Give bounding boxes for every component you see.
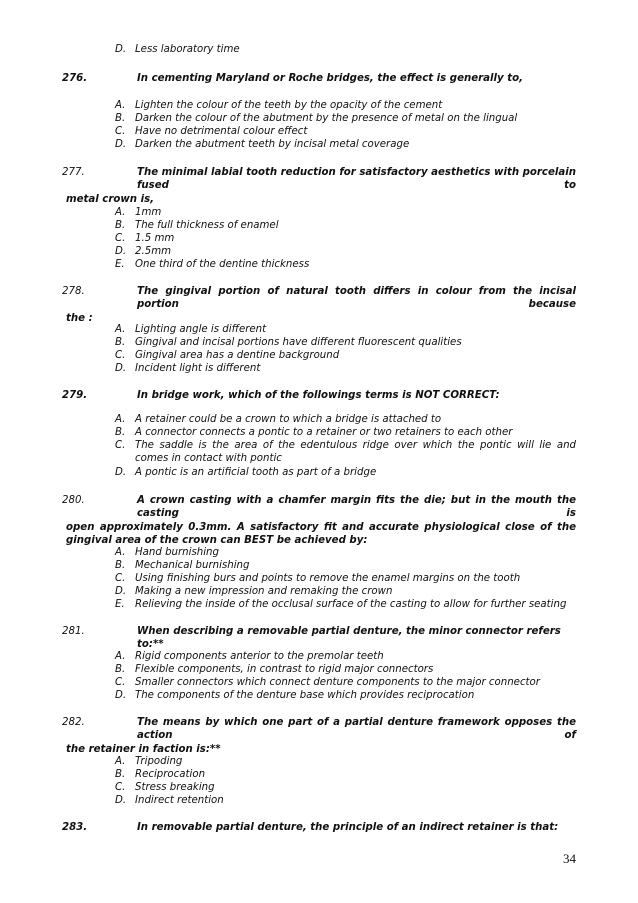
option-text: One third of the dentine thickness xyxy=(135,259,310,270)
question-number: 279. xyxy=(62,390,88,401)
option-letter: D. xyxy=(115,363,127,374)
question-stem-text: A crown casting with a chamfer margin fits the die; but in the mouth the casting is xyxy=(137,495,576,520)
option-text: The saddle is the area of the edentulous ridge over which the pontic will lie and comes in contact with pontic xyxy=(135,440,576,464)
option-letter: C. xyxy=(115,233,126,244)
question-number: 283. xyxy=(62,822,88,833)
option-letter: C. xyxy=(115,782,126,793)
question-number: 277. xyxy=(62,167,85,178)
option-letter: D. xyxy=(115,467,127,478)
question-number: 282. xyxy=(62,717,85,728)
option-text: Darken the abutment teeth by incisal metal coverage xyxy=(135,139,410,150)
option-letter: B. xyxy=(115,427,126,438)
option-letter: D. xyxy=(115,690,127,701)
question-stem-continuation: the retainer in faction is:** xyxy=(66,743,221,755)
option-text: The components of the denture base which provides reciprocation xyxy=(135,690,475,701)
option-letter: D. xyxy=(115,44,127,55)
option-letter: B. xyxy=(115,664,126,675)
option-letter: B. xyxy=(115,113,126,124)
option-letter: D. xyxy=(115,795,127,806)
option-text: 2.5mm xyxy=(135,246,172,257)
option-letter: C. xyxy=(115,126,126,137)
option-letter: A. xyxy=(115,547,126,558)
option-text: Making a new impression and remaking the crown xyxy=(135,586,393,597)
option-letter: D. xyxy=(115,246,127,257)
option-text: Less laboratory time xyxy=(135,44,240,55)
option-letter: A. xyxy=(115,324,126,335)
option-text: Lighten the colour of the teeth by the opacity of the cement xyxy=(135,100,443,111)
question-stem-continuation: open approximately 0.3mm. A satisfactory fit and accurate physiological close of the gingival area of the crown can BEST be achieved by: xyxy=(66,521,576,547)
question-number: 276. xyxy=(62,73,88,84)
question-stem xyxy=(62,285,576,325)
question-stem-text: When describing a removable partial denture, the minor connector refers to:** xyxy=(137,626,561,651)
option-letter: A. xyxy=(115,756,126,767)
option-letter: D. xyxy=(115,586,127,597)
option-letter: D. xyxy=(115,139,127,150)
option-text: Hand burnishing xyxy=(135,547,219,558)
option-letter: A. xyxy=(115,651,126,662)
option-letter: B. xyxy=(115,337,126,348)
option-text: A connector connects a pontic to a retainer or two retainers to each other xyxy=(135,427,513,438)
option-letter: B. xyxy=(115,769,126,780)
option-text: Relieving the inside of the occlusal surface of the casting to allow for further seating xyxy=(135,599,567,610)
option-text: Gingival and incisal portions have different fluorescent qualities xyxy=(135,337,462,348)
question-stem-text: The minimal labial tooth reduction for satisfactory aesthetics with porcelain fused to xyxy=(137,167,576,192)
option-letter: E. xyxy=(115,259,125,270)
option-text: Lighting angle is different xyxy=(135,324,267,335)
question-stem-text: In cementing Maryland or Roche bridges, the effect is generally to, xyxy=(137,73,523,84)
option-letter: C. xyxy=(115,573,126,584)
question-number: 281. xyxy=(62,626,85,637)
question-stem xyxy=(62,716,576,756)
option-letter: A. xyxy=(115,414,126,425)
option-text: Using finishing burs and points to remove the enamel margins on the tooth xyxy=(135,573,521,584)
option-letter: C. xyxy=(115,440,126,451)
question-number: 278. xyxy=(62,286,85,297)
question-stem xyxy=(137,625,577,652)
option-text: A pontic is an artificial tooth as part of a bridge xyxy=(135,467,377,478)
option-letter: A. xyxy=(115,207,126,218)
question-stem-text: The gingival portion of natural tooth differs in colour from the incisal portion because xyxy=(137,286,576,311)
option-letter: B. xyxy=(115,220,126,231)
option-letter: B. xyxy=(115,560,126,571)
option-text: Mechanical burnishing xyxy=(135,560,250,571)
option-text: Darken the colour of the abutment by the presence of metal on the lingual xyxy=(135,113,518,124)
question-stem xyxy=(137,72,577,85)
question-stem-continuation: the : xyxy=(66,312,93,324)
question-stem-text: In removable partial denture, the principle of an indirect retainer is that: xyxy=(137,822,559,833)
option-text: Flexible components, in contrast to rigid major connectors xyxy=(135,664,434,675)
option-text: Gingival area has a dentine background xyxy=(135,350,340,361)
question-stem xyxy=(62,494,576,548)
question-stem-text: The means by which one part of a partial denture framework opposes the action of xyxy=(137,717,576,742)
question-stem xyxy=(62,166,576,206)
option-text: Have no detrimental colour effect xyxy=(135,126,308,137)
option-letter: C. xyxy=(115,350,126,361)
question-stem-continuation: metal crown is, xyxy=(66,193,155,205)
page-number: 34 xyxy=(563,851,576,866)
option-text: Indirect retention xyxy=(135,795,224,806)
option-text: Rigid components anterior to the premolar teeth xyxy=(135,651,384,662)
option-letter: C. xyxy=(115,677,126,688)
option-letter: A. xyxy=(115,100,126,111)
option-text: 1mm xyxy=(135,207,162,218)
option-text: Incident light is different xyxy=(135,363,261,374)
option-text: 1.5 mm xyxy=(135,233,175,244)
question-stem xyxy=(137,821,577,834)
option-text: Tripoding xyxy=(135,756,183,767)
option-text: The full thickness of enamel xyxy=(135,220,279,231)
option-letter: E. xyxy=(115,599,125,610)
question-stem-text: In bridge work, which of the followings terms is NOT CORRECT: xyxy=(137,390,500,401)
option-text: Stress breaking xyxy=(135,782,215,793)
option-text: Smaller connectors which connect denture components to the major connector xyxy=(135,677,540,688)
question-number: 280. xyxy=(62,495,85,506)
option-text: Reciprocation xyxy=(135,769,206,780)
option-text: A retainer could be a crown to which a bridge is attached to xyxy=(135,414,442,425)
question-stem xyxy=(137,389,577,402)
